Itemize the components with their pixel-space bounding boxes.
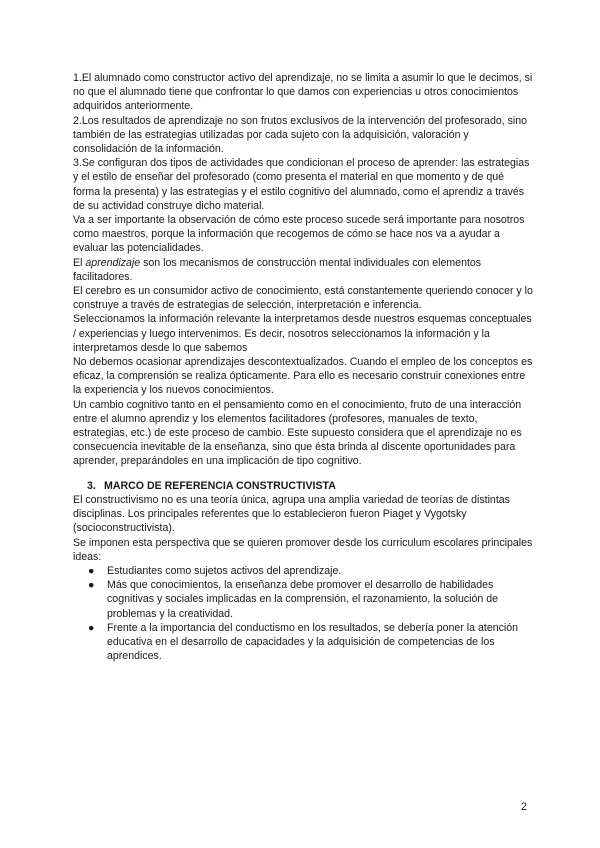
bullet-icon: ● <box>88 621 95 634</box>
page-number: 2 <box>520 801 527 813</box>
aprendizaje-after: son los mecanismos de construcción mental individuales con elementos facilitadores. <box>73 256 482 283</box>
paragraph-perspectiva: Se imponen esta perspectiva que se quieren promover desde los curriculum escolares principales ideas: <box>73 536 533 563</box>
bullet-text: Frente a la importancia del conductismo en los resultados, se debería poner la atención educativa en el desarrollo de capacidades y la adquisición de competencias de los aprendices. <box>107 621 519 663</box>
section-heading <box>87 479 533 493</box>
bullet-text: Más que conocimientos, la enseñanza debe promover el desarrollo de habilidades cognitivas y sociales implicadas en la comprensión, el razonamiento, la solución de problemas y la creatividad. <box>107 579 498 620</box>
list-item <box>73 621 533 664</box>
page-content <box>73 71 533 663</box>
paragraph-principle-2: 2.Los resultados de aprendizaje no son frutos exclusivos de la intervención del profesorado, sino también de las estrategias utilizadas por cada sujeto con la adquisición, valoración y consolidación de la información. <box>73 114 528 156</box>
list-item <box>73 578 533 621</box>
paragraph-principle-3: 3.Se configuran dos tipos de actividades que condicionan el proceso de aprender: las estrategias y el estilo de enseñar del profesorado (como presenta el material en que momento y de qué forma la presenta) y las estrategias y el estilo cognitivo del alumnado, como el aprendiz a través de su actividad construye dicho material. <box>73 157 530 212</box>
paragraph-constructivismo: El constructivismo no es una teoría única, agrupa una amplia variedad de teorías de distintas disciplinas. Los principales referentes que lo establecieron fueron Piaget y Vygotsky (socioconstructivista). <box>73 493 510 535</box>
bullet-text: Estudiantes como sujetos activos del aprendizaje. <box>107 564 342 577</box>
section-number: 3. <box>87 479 96 492</box>
paragraph-seleccionamos: Seleccionamos la información relevante la interpretamos desde nuestros esquemas conceptuales / experiencias y luego intervenimos. Es decir, nosotros seleccionamos la información y la interpretamos desde lo que sabemos <box>73 313 532 354</box>
aprendizaje-before: El <box>73 256 86 269</box>
paragraph-principle-1: 1.El alumnado como constructor activo del aprendizaje, no se limita a asumir lo que le decimos, si no que el alumnado tiene que confrontar lo que damos con experiencias u otros conocimientos adquiridos anteriormente. <box>73 72 533 113</box>
paragraph-descontextualizados: No debemos ocasionar aprendizajes descontextualizados. Cuando el empleo de los conceptos es eficaz, la comprensión se realiza ópticamente. Para ello es necesario construir conexiones entre la experiencia y los nuevos conocimientos. <box>73 356 533 397</box>
ideas-bullet-list <box>73 564 533 663</box>
list-item <box>73 564 533 578</box>
bullet-icon: ● <box>88 579 95 592</box>
paragraph-aprendizaje <box>73 256 533 284</box>
paragraph-cerebro: El cerebro es un consumidor activo de conocimiento, está constantemente queriendo conocer y lo construye a través de estrategias de selección, interpretación e inferencia. <box>73 285 533 312</box>
paragraph-observation: Va a ser importante la observación de cómo este proceso sucede será importante para nosotros como maestros, porque la información que recogemos de cómo se hace nos va a ayudar a evaluar las potencialidades. <box>73 214 525 255</box>
section-title: MARCO DE REFERENCIA CONSTRUCTIVISTA <box>104 479 336 492</box>
bullet-icon: ● <box>88 564 95 577</box>
paragraph-cambio-cognitivo: Un cambio cognitivo tanto en el pensamiento como en el conocimiento, fruto de una interacción entre el alumno aprendiz y los elementos facilitadores (profesores, manuales de texto, estrategias, etc.) de este proceso de cambio. Este supuesto considera que el aprendizaje no es consecuencia inevitable de la enseñanza, sino que ésta brinda al discente oportunidades para aprender, preparándoles en una implicación de tipo cognitivo. <box>73 398 522 468</box>
aprendizaje-italic-term: aprendizaje <box>85 256 141 269</box>
